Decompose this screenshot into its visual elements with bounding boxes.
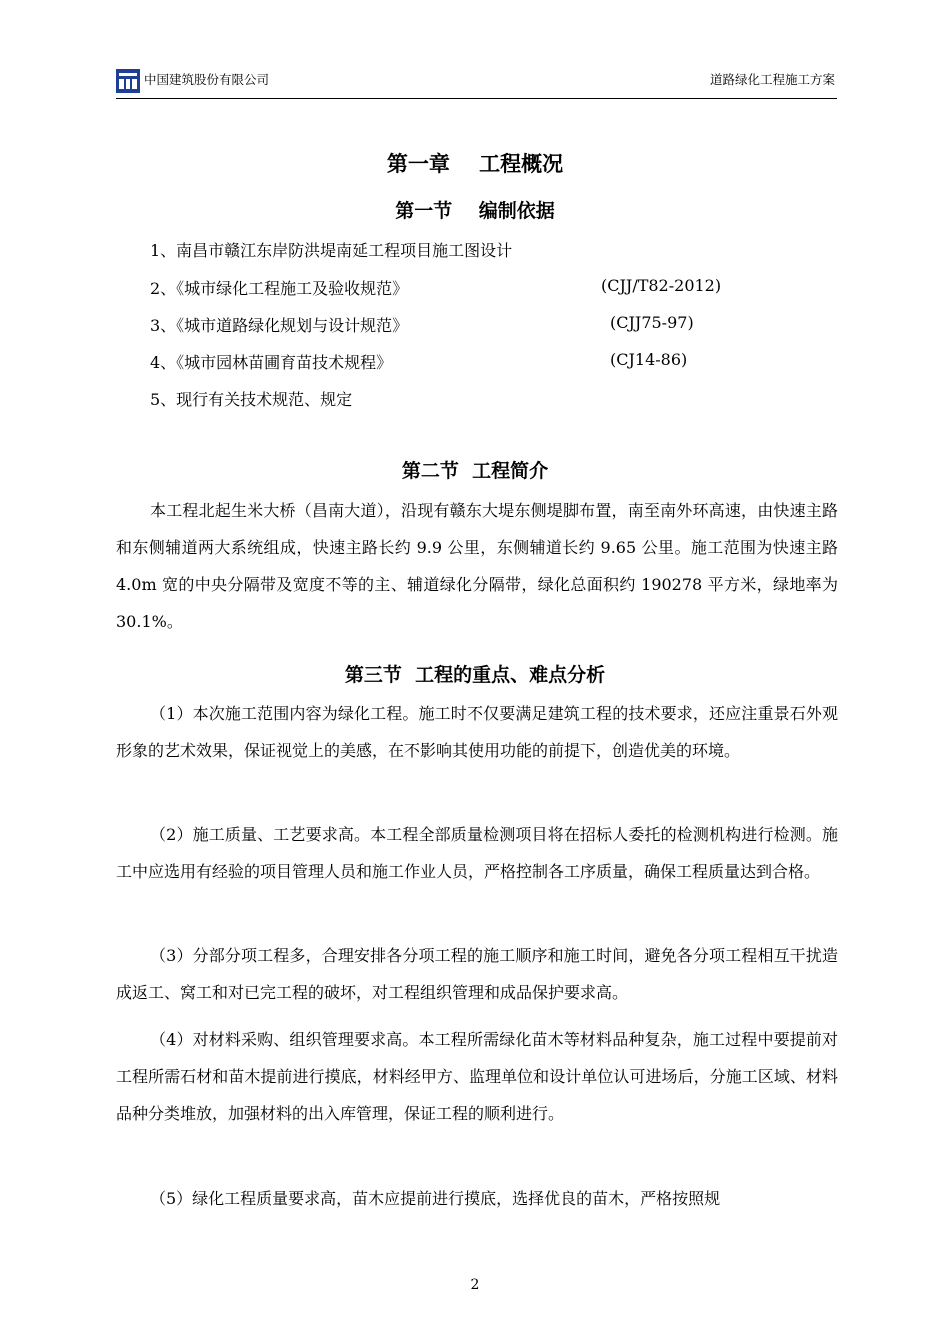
reference-item-3: 3、《城市道路绿化规划与设计规范》 (150, 316, 409, 335)
section3-title: 第三节 工程的重点、难点分析 (344, 664, 606, 686)
reference-item-4: 4、《城市园林苗圃育苗技术规程》 (150, 353, 393, 372)
section1-title: 第一节 编制依据 (395, 200, 555, 222)
reference-code-2: (CJJ/T82-2012) (601, 276, 722, 295)
page-number: 2 (470, 1277, 480, 1293)
section2-title: 第二节 工程简介 (401, 460, 549, 482)
reference-item-1: 1、南昌市赣江东岸防洪堤南延工程项目施工图设计 (150, 241, 513, 260)
key-point-paragraph-4: （4）对材料采购、组织管理要求高。本工程所需绿化苗木等材料品种复杂，施工过程中要提前对工程所需石材和苗木提前进行摸底，材料经甲方、监理单位和设计单位认可进场后，分施工区域、材料品种分类堆放，加强材料的出入库管理，保证工程的顺利进行。 (116, 1030, 838, 1123)
reference-code-4: (CJ14-86) (610, 350, 688, 369)
chapter-title: 第一章 工程概况 (386, 151, 564, 176)
project-overview-paragraph: 本工程北起生米大桥（昌南大道），沿现有赣东大堤东侧堤脚布置，南至南外环高速，由快速主路和东侧辅道两大系统组成，快速主路长约 9.9 公里，东侧辅道长约 9.65 公里。施工范围为快速主路 4.0m 宽的中央分隔带及宽度不等的主、辅道绿化分隔带，绿化总面积约 190278 平方米，绿地率为 30.1%。 (116, 501, 838, 631)
key-point-paragraph-2: （2）施工质量、工艺要求高。本工程全部质量检测项目将在招标人委托的检测机构进行检测。施工中应选用有经验的项目管理人员和施工作业人员，严格控制各工序质量，确保工程质量达到合格。 (116, 825, 838, 881)
key-point-paragraph-5: （5）绿化工程质量要求高，苗木应提前进行摸底，选择优良的苗木，严格按照规 (150, 1189, 721, 1208)
company-logo-icon (116, 69, 140, 93)
reference-item-2: 2、《城市绿化工程施工及验收规范》 (150, 279, 409, 298)
key-point-paragraph-1: （1）本次施工范围内容为绿化工程。施工时不仅要满足建筑工程的技术要求，还应注重景石外观形象的艺术效果，保证视觉上的美感，在不影响其使用功能的前提下，创造优美的环境。 (116, 704, 838, 760)
company-name: 中国建筑股份有限公司 (144, 72, 270, 87)
reference-item-5: 5、现行有关技术规范、规定 (150, 390, 353, 409)
reference-code-3: (CJJ75-97) (610, 313, 694, 332)
key-point-paragraph-3: （3）分部分项工程多，合理安排各分项工程的施工顺序和施工时间，避免各分项工程相互干扰造成返工、窝工和对已完工程的破坏，对工程组织管理和成品保护要求高。 (116, 946, 838, 1002)
document-title: 道路绿化工程施工方案 (709, 72, 835, 87)
page-header (116, 66, 837, 99)
